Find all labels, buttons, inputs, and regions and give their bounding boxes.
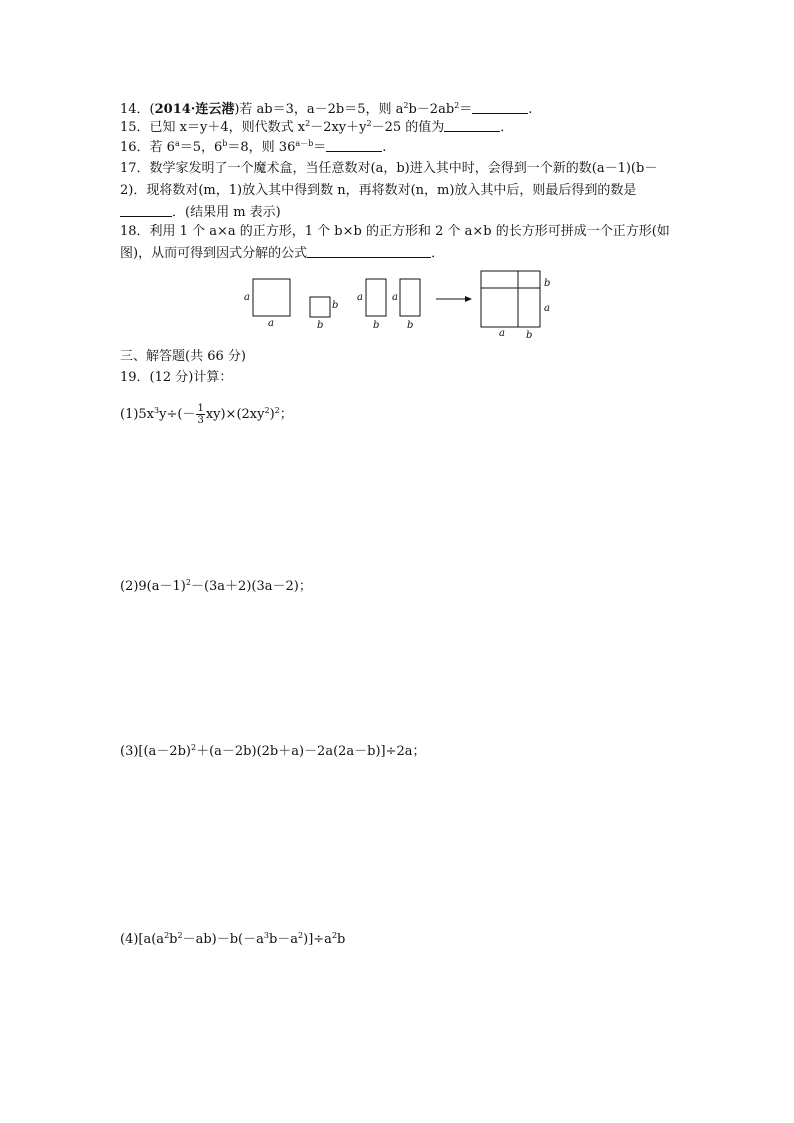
q19-part3	[120, 744, 426, 760]
arrow-icon	[465, 296, 472, 302]
q18-figure	[0, 0, 794, 350]
q15-exp2: 2	[366, 119, 372, 128]
q15-exp1: 2	[305, 119, 311, 128]
q19-part1	[120, 403, 293, 426]
q16-text-mid2: ＝8，则 36	[227, 140, 296, 155]
label-b: b	[407, 320, 414, 331]
q19-p4-mid1: b	[169, 932, 178, 947]
q19-p2-text: (2)9(a－1)	[120, 579, 186, 594]
q14-text-post: ＝	[459, 102, 473, 117]
question-19-title: 19．(12 分)计算：	[120, 370, 233, 385]
q15-text: 15．已知 x＝y＋4，则代数式 x	[120, 120, 306, 135]
question-18-line1: 18．利用 1 个 a×a 的正方形，1 个 b×b 的正方形和 2 个 a×b 的长方形可拼成一个正方形(如	[120, 224, 670, 239]
label-a: a	[268, 318, 274, 329]
label-a: a	[357, 292, 363, 303]
combined-square	[481, 271, 540, 327]
q19-part4	[120, 932, 345, 948]
q19-p1-exp3: 2	[274, 406, 280, 415]
q16-text: 16．若 6	[120, 140, 175, 155]
q16-text-mid1: ＝5，6	[179, 140, 223, 155]
q16-exp3: a－b	[295, 139, 314, 148]
question-17-line2: 2)．现将数对(m，1)放入其中得到数 n，再将数对(n，m)放入其中后，则最后得到的数是	[120, 183, 637, 198]
q16-exp1: a	[174, 139, 180, 148]
q15-end: ．	[500, 120, 514, 135]
q19-p4-mid4: )]÷a	[303, 932, 332, 947]
q19-p4-exp4: 2	[298, 931, 304, 940]
q19-p2-exp1: 2	[185, 578, 191, 587]
section-heading: 三、解答题(共 66 分)	[120, 349, 246, 364]
q19-p1-mid1: y÷(－	[159, 407, 196, 422]
q19-part2	[120, 579, 312, 595]
fraction-numerator: 1	[197, 403, 204, 414]
q15-text-mid: －2xy＋y	[310, 120, 367, 135]
label-b: b	[317, 320, 324, 331]
q14-text: )若 ab＝3，a－2b＝5，则 a	[234, 102, 404, 117]
q14-number: 14．(	[120, 102, 155, 117]
label-a: a	[544, 303, 550, 314]
q18-text: 图)，从而可得到因式分解的公式	[120, 246, 308, 261]
rect-ab-1	[366, 279, 386, 316]
q19-p2-post: －(3a＋2)(3a－2)；	[190, 579, 312, 594]
fraction-denominator: 3	[197, 415, 204, 426]
q19-p4-mid3: b－a	[268, 932, 299, 947]
label-b: b	[544, 278, 551, 289]
q16-exp2: b	[222, 139, 228, 148]
label-b: b	[373, 320, 380, 331]
q19-p1-text: (1)5x	[120, 407, 155, 422]
q14-exp2: 2	[454, 101, 460, 110]
q18-end: ．	[431, 246, 445, 261]
q19-p4-mid2: －ab)－b(－a	[182, 932, 264, 947]
square-a	[253, 279, 290, 316]
q16-text-post: ＝	[313, 140, 327, 155]
q19-p3-exp1: 2	[190, 743, 197, 752]
label-a: a	[392, 292, 398, 303]
q19-p1-mid3: )	[269, 407, 275, 422]
q19-p4-text: (4)[a(a	[120, 932, 165, 947]
q19-p4-exp3: 3	[263, 931, 269, 940]
q19-p1-exp1: 3	[154, 406, 160, 415]
label-a: a	[244, 292, 250, 303]
label-b: b	[526, 330, 533, 341]
q19-p1-exp2: 2	[264, 406, 270, 415]
question-17-line1: 17．数学家发明了一个魔术盒，当任意数对(a，b)进入其中时，会得到一个新的数(a－1)(b－	[120, 161, 658, 176]
rect-ab-2	[400, 279, 420, 316]
q19-p3-text: (3)[(a－2b)	[120, 744, 191, 759]
q19-p4-exp2: 2	[177, 931, 183, 940]
q17-note: ．(结果用 m 表示)	[172, 205, 281, 220]
label-a: a	[499, 328, 505, 339]
q19-p1-mid2: xy)×(2xy	[205, 407, 265, 422]
q15-text-post: －25 的值为	[371, 120, 445, 135]
q14-end: .	[528, 102, 533, 117]
q19-p4-end: b	[337, 932, 346, 947]
q19-p1-end: ；	[279, 407, 293, 422]
q19-p4-exp1: 2	[164, 931, 170, 940]
q19-p3-post: ＋(a－2b)(2b＋a)－2a(2a－b)]÷2a；	[196, 744, 426, 759]
q19-p4-exp5: 2	[331, 931, 338, 940]
q16-end: .	[382, 140, 387, 155]
q14-text-mid: b－2ab	[408, 102, 455, 117]
label-b: b	[332, 300, 339, 311]
fraction	[196, 403, 204, 426]
square-b	[310, 297, 330, 317]
q14-source: 2014·连云港	[154, 102, 235, 117]
q14-exp1: 2	[403, 101, 409, 110]
